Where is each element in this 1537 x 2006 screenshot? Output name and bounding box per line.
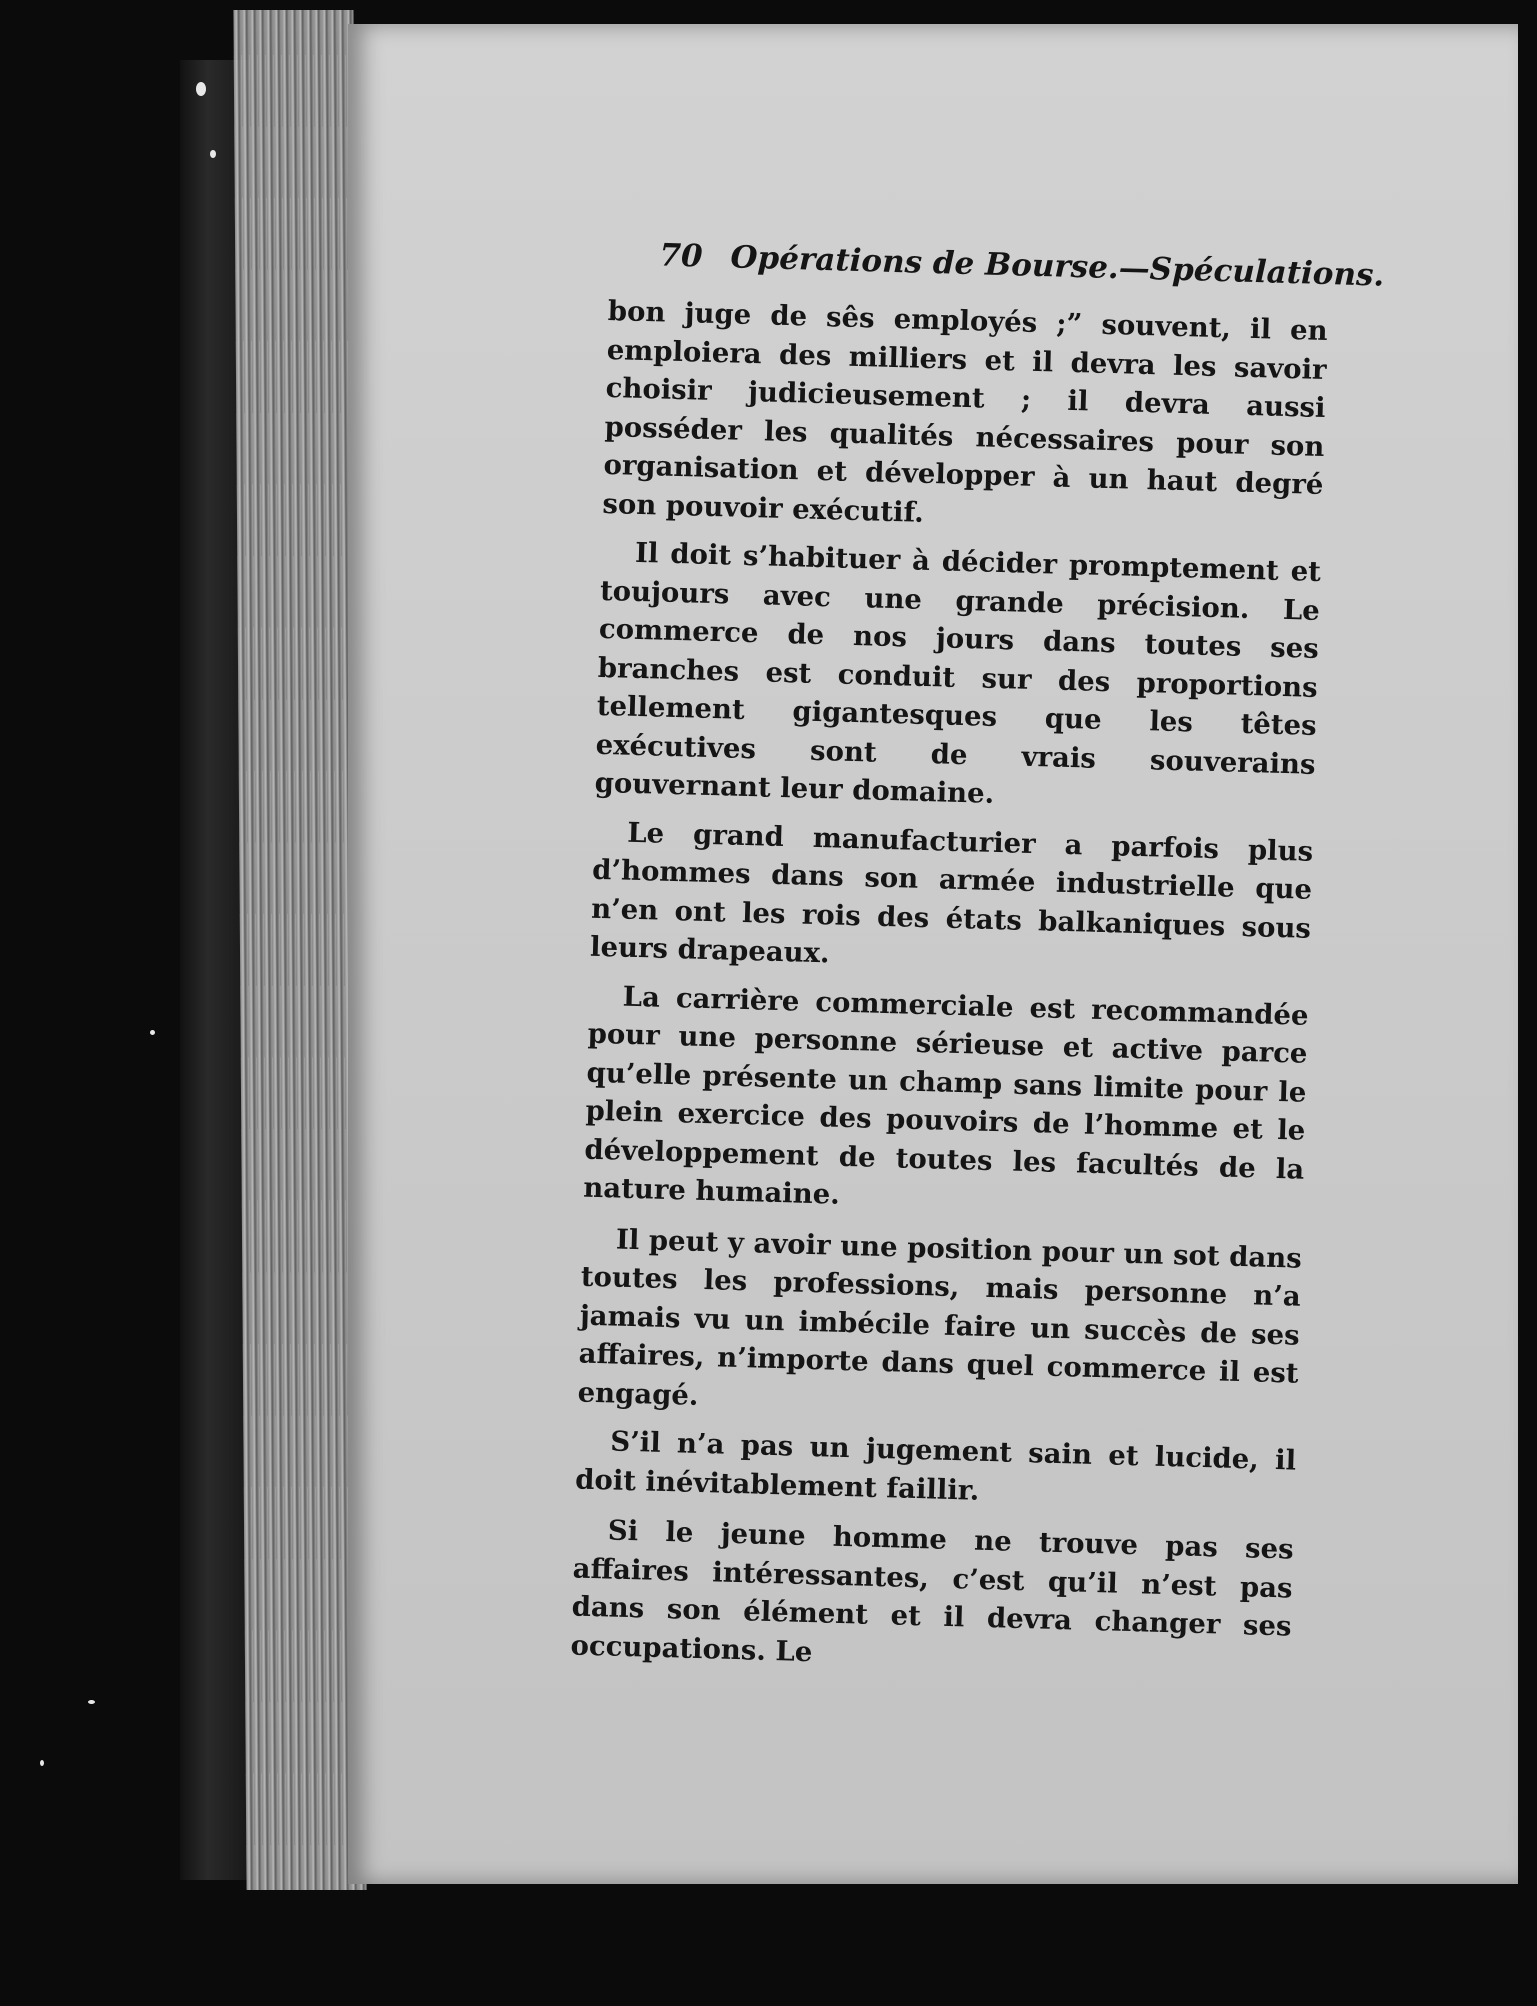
scan-speck xyxy=(88,1700,95,1704)
paragraph: Il peut y avoir une position pour un sot dans toutes les professions, mais personne n’a jamais vu un imbécile faire un succès de ses affaires, n’importe dans quel commerce il est engagé. xyxy=(577,1223,1303,1412)
running-head-title: Opérations de Bourse.—Spéculations. xyxy=(730,239,1385,294)
paragraph: S’il n’a pas un jugement sain et lucide, il doit inévitablement faillir. xyxy=(574,1425,1297,1507)
scan-speck xyxy=(40,1760,44,1766)
scan-speck xyxy=(150,1030,155,1035)
paragraph: Il doit s’habituer à décider promptement et toujours avec une grande précision. Le commerce de nos jours dans toutes ses branches est conduit sur des proportions tellement gigantesques que les têtes exécutives sont de vrais souverains gouvernant leur domaine. xyxy=(594,536,1322,810)
page-text xyxy=(570,236,1385,1695)
paragraph: Le grand manufacturier a parfois plus d’hommes dans son armée industrielle que n’en ont les rois des états balkaniques sous leurs drapeaux. xyxy=(589,816,1314,970)
paragraph: bon juge de sês employés ;” souvent, il en emploiera des milliers et il devra les savoir choisir judicieusement ; il devra aussi posséder les qualités nécessaires pour son organisation et développer à un haut degré son pouvoir exécutif. xyxy=(602,294,1329,529)
scan-speck xyxy=(196,82,206,96)
paragraph: La carrière commerciale est recommandée pour une personne sérieuse et active parce qu’elle présente un champ sans limite pour le plein exercice des pouvoirs de l’homme et le développement de toutes les facultés de la nature humaine. xyxy=(582,980,1309,1211)
page-number: 70 xyxy=(658,237,704,275)
page-edge-stack xyxy=(233,10,366,1890)
paragraph: Si le jeune homme ne trouve pas ses affaires intéressantes, c’est qu’il n’est pas dans son élément et il devra changer ses occupations. Le xyxy=(570,1514,1295,1668)
scan-speck xyxy=(210,150,216,158)
